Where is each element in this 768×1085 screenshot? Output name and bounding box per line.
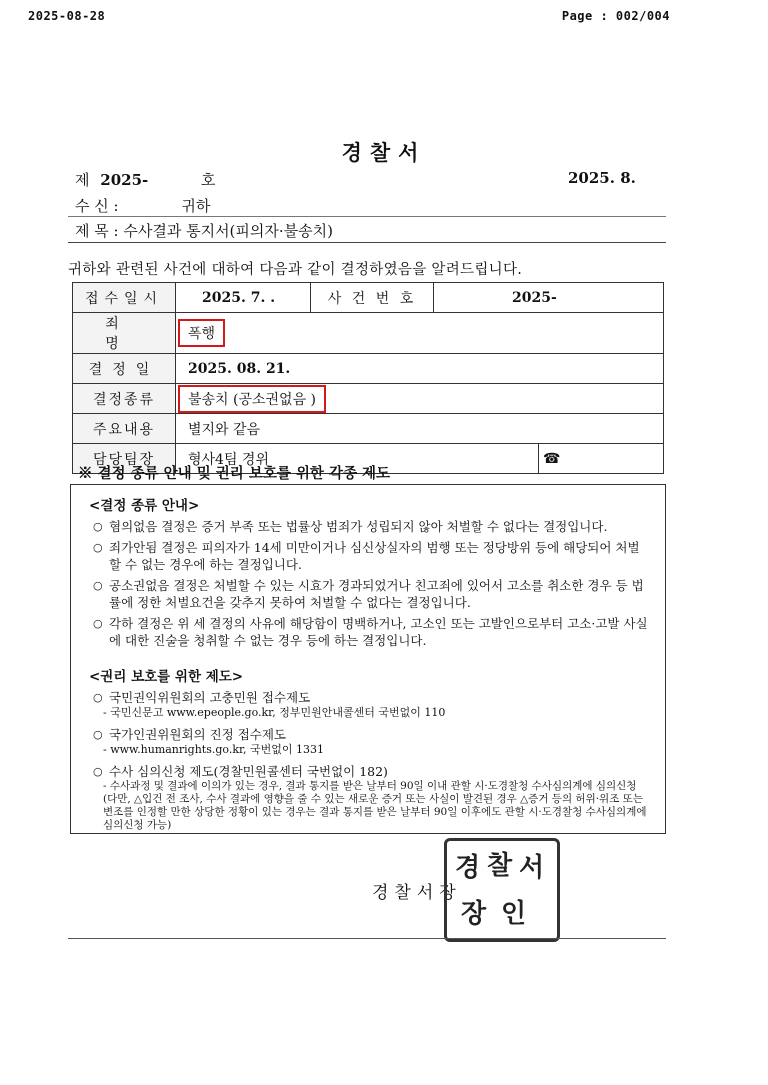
list-item (89, 763, 649, 780)
case-info-table (72, 282, 664, 474)
crime-cell (176, 313, 664, 354)
table-row (73, 414, 664, 444)
rights-heading: <권리 보호를 위한 제도> (89, 669, 244, 685)
decision-types-section (89, 494, 649, 649)
phone-cell (539, 444, 664, 474)
intro-text: 귀하와 관련된 사건에 대하여 다음과 같이 결정하였음을 알려드립니다. (68, 262, 523, 278)
case-number-value: 2025- (434, 283, 664, 313)
recipient-label: 수 신 : (75, 197, 119, 215)
right-detail: - 수사과정 및 결과에 이의가 있는 경우, 결과 통지를 받은 날부터 90일 이내 관할 시·도경찰청 수사심의계에 심의신청 (다만, △입건 전 조사, 수사 결과에 영향을 줄 수 있는 새로운 증거 또는 사실이 발견된 경우 △증거 등의 허위·위조 또는 변조를 인정할 만한 상당한 정황이 있는 경우는 결과 통지를 받은 날부터 90일 이후에도 관할 시·도경찰청 수사심의계에 심의신청 가능) (103, 780, 647, 831)
list-item (89, 539, 649, 573)
bullet-icon: ○ (93, 520, 103, 533)
decision-date-value: 2025. 08. 21. (176, 354, 664, 384)
right-title: 국민권익위원회의 고충민원 접수제도 (109, 690, 311, 705)
decision-type-value: 불송치 (공소권없음 ) (188, 391, 317, 408)
crime-label: 죄 명 (73, 313, 176, 354)
right-detail: - 국민신문고 www.epeople.go.kr, 정부민원안내콜센터 국번없이 110 (103, 706, 446, 719)
list-item (89, 726, 649, 743)
table-row (73, 354, 664, 384)
crime-highlight-box (178, 319, 225, 347)
bullet-icon: ○ (93, 579, 103, 592)
bullet-icon: ○ (93, 765, 103, 778)
case-number-label: 사 건 번 호 (311, 283, 434, 313)
subject-value: 수사결과 통지서(피의자·불송치) (123, 222, 333, 240)
subject-row (75, 220, 333, 241)
right-title: 수사 심의신청 제도(경찰민원콜센터 국번없이 182) (109, 764, 388, 779)
recipient-value: 귀하 (181, 197, 211, 215)
bottom-divider (68, 938, 666, 939)
fax-page-number: Page : 002/004 (561, 9, 670, 23)
subject-label: 제 목 : (75, 222, 119, 240)
guide-box (70, 484, 666, 834)
type-text: 각하 결정은 위 세 결정의 사유에 해당함이 명백하거나, 고소인 또는 고발인으로부터 고소·고발 사실에 대한 진술을 청취할 수 없는 경우 등에 하는 결정입니다. (109, 616, 648, 648)
right-detail: - www.humanrights.go.kr, 국번없이 1331 (103, 743, 325, 756)
decision-type-cell (176, 384, 664, 414)
bullet-icon: ○ (93, 617, 103, 630)
police-chief-signature: 경찰서장 (372, 883, 462, 903)
received-value: 2025. 7. . (176, 283, 311, 313)
right-title: 국가인권위원회의 진정 접수제도 (109, 727, 286, 742)
phone-icon: ☎ (543, 450, 561, 467)
number-prefix: 제 (75, 171, 90, 189)
list-item (89, 689, 649, 706)
team-value: 형사4팀 경위 (176, 444, 539, 474)
document-title: 경찰서 (341, 140, 427, 165)
type-text: 혐의없음 결정은 증거 부족 또는 법률상 범죄가 성립되지 않아 처벌할 수 없다는 결정입니다. (109, 519, 608, 534)
types-heading: <결정 종류 안내> (89, 498, 200, 514)
document-date: 2025. 8. (568, 169, 636, 187)
list-item (89, 577, 649, 611)
fax-date: 2025-08-28 (28, 9, 106, 23)
crime-value: 폭행 (188, 326, 216, 342)
bullet-icon: ○ (93, 541, 103, 554)
type-text: 공소권없음 결정은 처벌할 수 있는 시효가 경과되었거나 친고죄에 있어서 고소를 취소한 경우 등 법률에 정한 처벌요건을 갖추지 못하여 처벌할 수 없다는 결정입니다. (109, 578, 644, 610)
content-label: 주요내용 (73, 414, 176, 444)
content-value: 별지와 같음 (176, 414, 664, 444)
rights-section (89, 665, 649, 832)
divider (68, 216, 666, 217)
number-suffix: 호 (201, 171, 216, 189)
table-row (73, 384, 664, 414)
type-text: 죄가안됨 결정은 피의자가 14세 미만이거나 심신상실자의 범행 또는 정당방위 등에 해당되어 처벌할 수 없는 경우에 하는 결정입니다. (109, 540, 640, 572)
recipient-row (75, 195, 210, 216)
decision-type-label: 결정종류 (73, 384, 176, 414)
table-row (73, 313, 664, 354)
divider (68, 242, 666, 243)
bullet-icon: ○ (93, 728, 103, 741)
guide-title: ※ 결정 종류 안내 및 권리 보호를 위한 각종 제도 (78, 465, 391, 482)
decision-date-label: 결정일 (73, 354, 176, 384)
bullet-icon: ○ (93, 691, 103, 704)
number-value: 2025- (100, 171, 149, 189)
table-row (73, 283, 664, 313)
official-seal-stamp: 경 찰 서 장 인 (444, 838, 560, 942)
received-label: 접수일시 (73, 283, 176, 313)
team-label: 담당팀장 (73, 444, 176, 474)
document-number (75, 169, 216, 190)
list-item (89, 615, 649, 649)
list-item (89, 518, 649, 535)
decision-type-highlight-box (178, 385, 326, 413)
